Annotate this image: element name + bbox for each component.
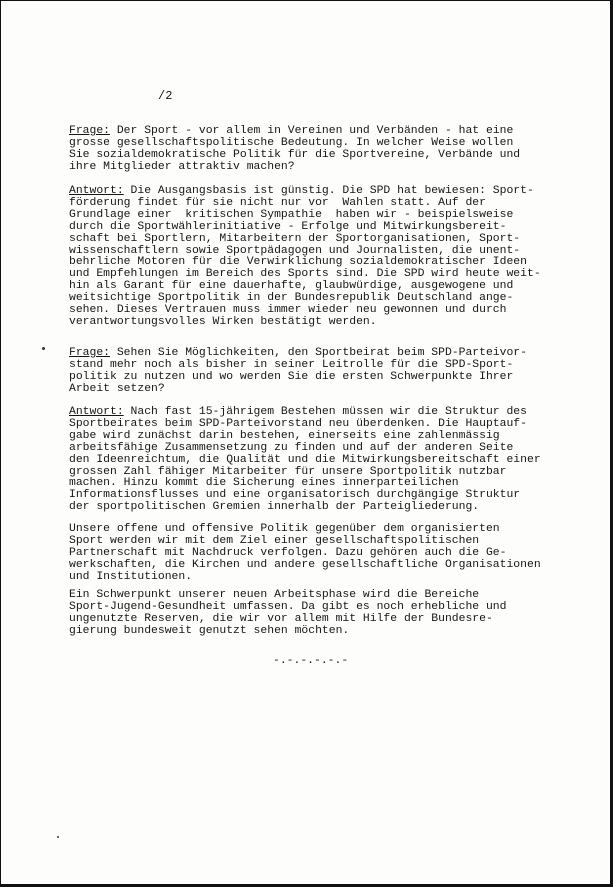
scan-speck <box>57 836 59 838</box>
answer-1-line-8: und Empfehlungen im Bereich des Sports sind. Die SPD wird heute weit- <box>69 268 541 281</box>
question-2-line-3: politik zu nutzen und wo werden Sie die ersten Schwerpunkte Ihrer <box>69 370 514 383</box>
answer-2-line-2: Sportbeirates beim SPD-Parteivorstand neu überdenken. Die Hauptauf- <box>69 417 527 430</box>
answer-2-label: Antwort: <box>69 406 124 418</box>
answer-2-line-5: den Ideenreichtum, die Qualität und die Mitwirkungsbereitschaft einer <box>69 453 541 466</box>
answer-1 <box>69 186 541 329</box>
scan-speck <box>42 347 45 350</box>
paragraph-2-line-3: Partnerschaft mit Nachdruck verfolgen. Dazu gehören auch die Ge- <box>69 546 507 559</box>
answer-2-line-8: Informationsflusses und eine organisatorisch durchgängige Struktur <box>69 489 521 502</box>
question-1-line-4: ihre Mitglieder attraktiv machen? <box>69 160 295 173</box>
paragraph-2-line-5: und Institutionen. <box>69 570 193 583</box>
answer-2 <box>69 407 541 514</box>
question-1 <box>69 126 520 174</box>
answer-1-line-2: förderung findet für sie nicht nur vor Wahlen statt. Auf der <box>69 196 486 209</box>
question-2 <box>69 348 527 396</box>
answer-1-line-3: Grundlage einer kritischen Sympathie haben wir - beispielsweise <box>69 208 514 221</box>
paragraph-3-line-3: ungenutzte Reserven, die wir vor allem mit Hilfe der Bundesre- <box>69 612 493 625</box>
answer-2-line-7: machen. Hinzu kommt die Sicherung eines innerparteilichen <box>69 477 459 490</box>
answer-1-line-6: wissenschaftlern sowie Sportpädagogen und Journalisten, die unent- <box>69 244 521 257</box>
question-1-line-2: grosse gesellschaftspolitische Bedeutung. In welcher Weise wollen <box>69 136 514 149</box>
answer-2-line-6: grossen Zahl fähiger Mitarbeiter für unsere Sportpolitik nutzbar <box>69 465 507 478</box>
answer-2-line-3: gabe wird zunächst darin bestehen, einerseits eine zahlenmässig <box>69 429 500 442</box>
answer-1-line-9: hin als Garant für eine dauerhafte, glaubwürdige, ausgewogene und <box>69 280 514 293</box>
question-1-line-1: Der Sport - vor allem in Vereinen und Verbänden - hat eine <box>110 125 514 137</box>
answer-2-line-1: Nach fast 15-jährigem Bestehen müssen wir die Struktur des <box>123 406 527 418</box>
answer-2-line-9: der sportpolitischen Gremien innerhalb der Parteigliederung. <box>69 501 480 514</box>
answer-1-line-4: durch die Sportwählerinitiative - Erfolge und Mitwirkungsbereit- <box>69 220 507 233</box>
answer-1-line-7: behrliche Motoren für die Verwirklichung sozialdemokratischer Ideen <box>69 256 527 269</box>
answer-1-line-5: schaft bei Sportlern, Mitarbeitern der Sportorganisationen, Sport- <box>69 232 521 245</box>
answer-2-paragraph-3 <box>69 590 506 638</box>
question-1-line-3: Sie sozialdemokratische Politik für die Sportvereine, Verbände und <box>69 148 521 161</box>
answer-2-paragraph-2 <box>69 524 541 584</box>
answer-1-line-12: verantwortungsvolles Wirken bestätigt werden. <box>69 315 377 328</box>
question-1-label: Frage: <box>69 125 111 137</box>
answer-1-line-1: Die Ausgangsbasis ist günstig. Die SPD hat bewiesen: Sport- <box>123 185 534 197</box>
end-mark: -.-.-.-.-.- <box>273 655 349 667</box>
answer-1-label: Antwort: <box>69 185 124 197</box>
answer-1-line-11: sehen. Dieses Vertrauen muss immer wieder neu gewonnen und durch <box>69 304 507 317</box>
paragraph-2-line-4: werkschaften, die Kirchen und andere gesellschaftliche Organisationen <box>69 558 541 571</box>
paragraph-3-line-2: Sport-Jugend-Gesundheit umfassen. Da gibt es noch erhebliche und <box>69 600 507 613</box>
question-2-line-4: Arbeit setzen? <box>69 382 165 395</box>
paragraph-2-line-1: Unsere offene und offensive Politik gegenüber dem organisierten <box>69 523 500 535</box>
paragraph-3-line-1: Ein Schwerpunkt unserer neuen Arbeitsphase wird die Bereiche <box>69 589 480 601</box>
question-2-line-1: Sehen Sie Möglichkeiten, den Sportbeirat beim SPD-Parteivor- <box>110 347 527 359</box>
paragraph-2-line-2: Sport werden wir mit dem Ziel einer gesellschaftspolitischen <box>69 534 480 547</box>
question-2-line-2: stand mehr noch als bisher in seiner Leitrolle für die SPD-Sport- <box>69 358 514 371</box>
answer-2-line-4: arbeitsfähige Zusammensetzung zu finden und auf der anderen Seite <box>69 441 514 454</box>
paragraph-3-line-4: gierung bundesweit genutzt sehen möchten. <box>69 624 350 637</box>
question-2-label: Frage: <box>69 347 111 359</box>
answer-1-line-10: weitsichtige Sportpolitik in der Bundesrepublik Deutschland ange- <box>69 292 514 305</box>
page-number: /2 <box>158 89 173 103</box>
